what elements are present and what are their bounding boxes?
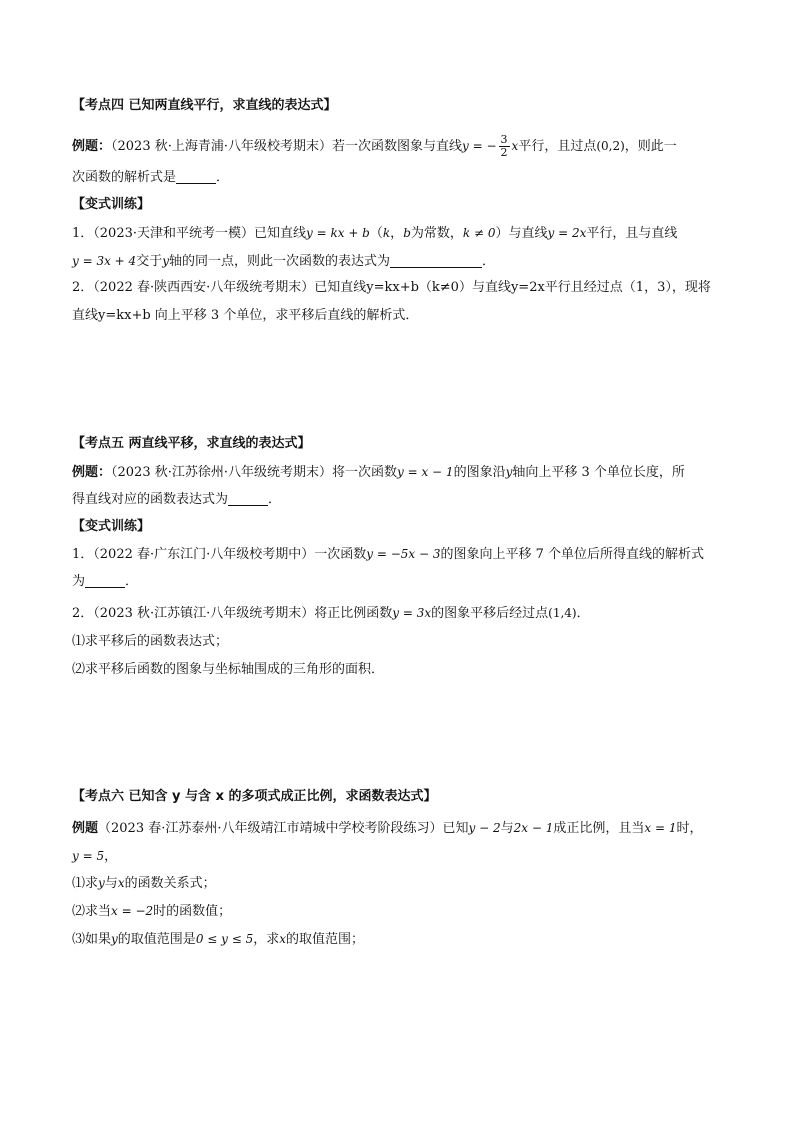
section5-example-line2	[72, 490, 281, 510]
example-text: 的图象沿	[453, 465, 506, 480]
answer-blank[interactable]	[85, 573, 125, 588]
math-expression: 0 ≤ y ≤ 5	[195, 932, 254, 946]
question-text: ．	[576, 606, 590, 621]
math-expression: y = 3x + 4	[72, 254, 137, 268]
question-text: 2．（2023 秋·江苏镇江·八年级统考期末）将正比例函数	[72, 606, 393, 621]
question-text: 的取值范围；	[286, 932, 365, 947]
example-text: （2023 秋·上海青浦·八年级校考期末）若一次函数图象与直线	[111, 139, 462, 154]
math-expression: y = −5x − 3	[366, 547, 441, 561]
math-expression: x	[279, 932, 287, 946]
example-label: 例题：	[72, 139, 112, 154]
section5-sub1: ⑴求平移后的函数表达式；	[72, 634, 229, 649]
question-text: ，求	[253, 932, 280, 947]
question-text: ⑵求当	[72, 904, 112, 919]
example-text: 次函数的解析式是	[72, 170, 177, 185]
example-text: ，则此一	[624, 139, 677, 154]
example-text: ．	[216, 170, 230, 185]
answer-blank[interactable]	[390, 253, 482, 268]
math-expression: y	[162, 254, 169, 268]
math-point: (1,4)	[548, 606, 577, 620]
question-text: 为常数，	[410, 226, 463, 241]
question-text: 的取值范围是	[117, 932, 196, 947]
section4-heading: 【考点四 已知两直线平行，求直线的表达式】	[72, 98, 337, 113]
example-text: 与	[500, 821, 514, 836]
math-expression: y = 5	[72, 849, 105, 863]
math-point: (0,2)	[596, 139, 625, 153]
example-text: 平行，且过点	[518, 139, 597, 154]
section6-heading: 【考点六 已知含 y 与含 x 的多项式成正比例，求函数表达式】	[72, 789, 437, 804]
section5-training-heading: 【变式训练】	[72, 519, 151, 534]
example-text: 时，	[676, 821, 703, 836]
math-expression: b	[403, 226, 411, 240]
section4-training-heading: 【变式训练】	[72, 197, 151, 212]
question-text: 1．（2022 春·广东江门·八年级校考期中）一次函数	[72, 547, 367, 562]
section4-q2-line2: 直线y=kx+b 向上平移 3 个单位，求平移后直线的解析式．	[72, 308, 419, 323]
example-label: 例题：	[72, 465, 112, 480]
question-text: ．	[125, 574, 139, 589]
question-text: 平行，且与直线	[586, 226, 678, 241]
math-expression: x = 1	[644, 821, 677, 835]
math-expression: x	[511, 139, 519, 153]
math-expression: k ≠ 0	[462, 226, 496, 240]
section6-sub1	[72, 873, 216, 894]
math-expression: y	[111, 932, 118, 946]
example-label: 例题	[72, 821, 99, 836]
section5-example-line1	[72, 462, 685, 483]
question-text: ⑶如果	[72, 932, 112, 947]
fraction	[499, 134, 510, 159]
section4-q1-line1	[72, 223, 677, 244]
answer-blank[interactable]	[176, 169, 216, 184]
fraction-numerator: 3	[500, 133, 508, 146]
math-expression: y = −	[462, 139, 497, 153]
section6-sub3	[72, 929, 364, 950]
section6-sub2	[72, 901, 231, 922]
section6-example-line2	[72, 846, 117, 867]
section4-q1-line2	[72, 251, 495, 272]
example-text: （2023 秋·江苏徐州·八年级统考期末）将一次函数	[111, 465, 397, 480]
section4-example-line1	[72, 134, 677, 159]
example-text: 成正比例，且当	[553, 821, 645, 836]
question-text: 的图象平移后经过点	[431, 606, 549, 621]
question-text: ，	[390, 226, 404, 241]
question-text: 时的函数值；	[153, 904, 232, 919]
math-expression: 2x − 1	[513, 821, 554, 835]
math-expression: y = 2x	[547, 226, 587, 240]
section5-sub2: ⑵求平移后函数的图象与坐标轴围成的三角形的面积．	[72, 662, 385, 677]
question-text: 1．（2023·天津和平统考一模）已知直线	[72, 226, 306, 241]
example-text: 轴向上平移 3 个单位长度，所	[512, 465, 685, 480]
question-text: 为	[72, 574, 86, 589]
question-text: 轴的同一点，则此一次函数的表达式为	[168, 254, 390, 269]
section5-heading: 【考点五 两直线平移，求直线的表达式】	[72, 436, 311, 451]
math-expression: y = x − 1	[397, 465, 454, 479]
example-text: ．	[268, 492, 282, 507]
question-text: 与	[104, 876, 118, 891]
question-text: ）与直线	[495, 226, 548, 241]
fraction-denominator: 2	[500, 146, 508, 159]
section5-q1-line2	[72, 572, 138, 592]
math-expression: k	[382, 226, 391, 240]
example-text: 得直线对应的函数表达式为	[72, 492, 229, 507]
math-expression: y	[505, 465, 513, 479]
math-expression: y = 3x	[392, 606, 432, 620]
example-text: ，	[104, 849, 118, 864]
example-text: （2023 春·江苏泰州·八年级靖江市靖城中学校考阶段练习）已知	[98, 821, 469, 836]
section5-q1-line1	[72, 544, 704, 565]
section4-example-line2	[72, 168, 229, 188]
math-expression: x	[117, 876, 125, 890]
math-expression: y	[98, 876, 105, 890]
section6-example-line1	[72, 818, 702, 839]
question-text: ⑴求	[72, 876, 99, 891]
section4-q2-line1: 2．（2022 春·陕西西安·八年级统考期末）已知直线y=kx+b（k≠0）与直线y=2x平行且经过点（1，3），现将	[72, 280, 711, 295]
math-expression: y − 2	[468, 821, 501, 835]
section5-q2-line1	[72, 603, 590, 624]
math-expression: x = −2	[111, 904, 154, 918]
question-text: 的函数关系式；	[124, 876, 216, 891]
question-text: ．	[482, 254, 496, 269]
math-expression: y = kx + b	[306, 226, 370, 240]
question-text: 的图象向上平移 7 个单位后所得直线的解析式	[440, 547, 705, 562]
answer-blank[interactable]	[228, 491, 268, 506]
question-text: （	[369, 226, 383, 241]
question-text: 交于	[136, 254, 163, 269]
